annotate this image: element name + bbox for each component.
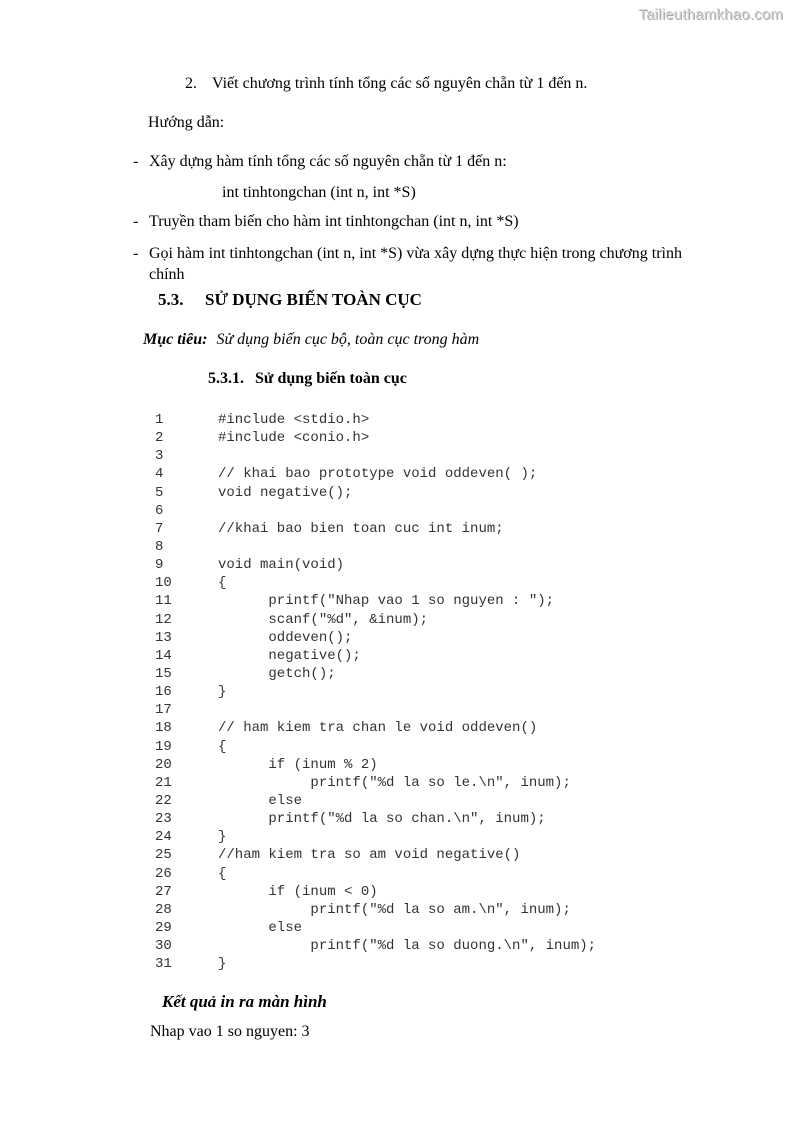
code-line-number: 9 [155, 557, 164, 574]
bullet-dash-icon: - [133, 245, 139, 262]
code-line-number: 10 [155, 575, 172, 592]
guide-label: Hướng dẫn: [148, 114, 225, 131]
code-line-number: 26 [155, 865, 172, 882]
code-line-text: void negative(); [218, 484, 353, 501]
code-line [155, 756, 596, 774]
code-line-text: printf("%d la so chan.\n", inum); [218, 811, 546, 828]
code-line [155, 719, 596, 737]
code-line-text: oddeven(); [218, 629, 353, 646]
code-line-text: scanf("%d", &inum); [218, 611, 429, 628]
bullet-dash-icon: - [133, 213, 139, 230]
code-line [155, 683, 596, 701]
code-line [155, 611, 596, 629]
code-line-text: printf("Nhap vao 1 so nguyen : "); [218, 593, 555, 610]
subsection-heading [208, 370, 407, 388]
code-line-number: 7 [155, 520, 164, 537]
code-line [155, 538, 596, 556]
code-line-text: negative(); [218, 647, 361, 664]
subsection-title: Sử dụng biến toàn cục [255, 370, 407, 387]
code-line-number: 21 [155, 774, 172, 791]
code-line-text: // khai bao prototype void oddeven( ); [218, 466, 538, 483]
section-number: 5.3. [158, 290, 184, 309]
program-output: Nhap vao 1 so nguyen: 3 [150, 1023, 310, 1040]
bullet-dash-icon: - [133, 153, 139, 170]
code-line-text: #include <conio.h> [218, 430, 370, 447]
code-line-text: { [218, 865, 227, 882]
code-line-number: 27 [155, 883, 172, 900]
code-line [155, 629, 596, 647]
code-line-text: void main(void) [218, 557, 345, 574]
objective-line [143, 331, 479, 349]
bullet-item-pass-parameter [133, 211, 519, 232]
bullet-item-build-function [133, 151, 507, 172]
code-line [155, 865, 596, 883]
code-line-text: { [218, 738, 227, 755]
code-line-number: 1 [155, 412, 164, 428]
code-line [155, 647, 596, 665]
code-line-number: 29 [155, 919, 172, 936]
code-line-number: 17 [155, 702, 172, 719]
code-line-number: 31 [155, 956, 172, 973]
code-line-text: { [218, 575, 227, 592]
code-line-text: else [218, 792, 303, 809]
code-line-text: if (inum < 0) [218, 883, 378, 900]
result-label: Kết quả in ra màn hình [162, 992, 327, 1011]
code-line-number: 20 [155, 756, 172, 773]
code-line [155, 429, 596, 447]
code-line [155, 846, 596, 864]
bullet-item-call-function [133, 243, 682, 285]
code-line-text: // ham kiem tra chan le void oddeven() [218, 720, 538, 737]
code-line-number: 13 [155, 629, 172, 646]
code-line-number: 4 [155, 466, 164, 483]
code-line [155, 792, 596, 810]
code-line-text: printf("%d la so am.\n", inum); [218, 901, 571, 918]
code-line-text: else [218, 919, 303, 936]
objective-text: Sử dụng biến cục bộ, toàn cục trong hàm [216, 331, 480, 348]
code-line-number: 18 [155, 720, 172, 737]
code-line-number: 22 [155, 792, 172, 809]
code-line [155, 484, 596, 502]
bullet-text: Xây dựng hàm tính tổng các số nguyên chẵn từ 1 đến n: [149, 153, 507, 170]
code-line-number: 3 [155, 448, 164, 465]
code-line-text: } [218, 684, 227, 701]
bullet-text: Truyền tham biến cho hàm int tinhtongchan (int n, int *S) [149, 213, 519, 230]
code-line-text: if (inum % 2) [218, 756, 378, 773]
subsection-number: 5.3.1. [208, 370, 244, 387]
exercise-text: Viết chương trình tính tổng các số nguyên chẵn từ 1 đến n. [212, 75, 588, 92]
code-line [155, 937, 596, 955]
code-line-text: //khai bao bien toan cuc int inum; [218, 520, 504, 537]
code-line [155, 411, 596, 429]
section-heading [158, 290, 422, 310]
code-line [155, 574, 596, 592]
code-line-number: 5 [155, 484, 164, 501]
code-line-number: 28 [155, 901, 172, 918]
watermark: Tailieuthamkhao.com [638, 6, 783, 23]
code-line-number: 8 [155, 538, 164, 555]
section-title: SỬ DỤNG BIẾN TOÀN CỤC [205, 290, 422, 309]
code-line-number: 19 [155, 738, 172, 755]
code-line-text: } [218, 829, 227, 846]
code-line [155, 774, 596, 792]
code-line [155, 465, 596, 483]
exercise-item [185, 73, 587, 94]
code-line-number: 23 [155, 811, 172, 828]
code-line-number: 24 [155, 829, 172, 846]
code-line [155, 592, 596, 610]
code-line-number: 2 [155, 430, 164, 447]
code-line-text: //ham kiem tra so am void negative() [218, 847, 521, 864]
code-line [155, 810, 596, 828]
exercise-number: 2. [185, 75, 197, 92]
code-listing [155, 411, 596, 973]
code-line-text: #include <stdio.h> [218, 412, 370, 428]
objective-label: Mục tiêu: [143, 331, 208, 348]
code-line [155, 919, 596, 937]
code-line-number: 14 [155, 647, 172, 664]
bullet-text: Gọi hàm int tinhtongchan (int n, int *S) vừa xây dựng thực hiện trong chương trình chính [149, 245, 682, 283]
code-line [155, 502, 596, 520]
code-line-number: 25 [155, 847, 172, 864]
code-line-text: printf("%d la so le.\n", inum); [218, 774, 571, 791]
code-line [155, 665, 596, 683]
code-line [155, 738, 596, 756]
code-line-number: 30 [155, 938, 172, 955]
code-line-number: 12 [155, 611, 172, 628]
code-line-number: 11 [155, 593, 172, 610]
code-line [155, 901, 596, 919]
code-line-text: getch(); [218, 665, 336, 682]
code-line-number: 6 [155, 502, 164, 519]
code-line-number: 15 [155, 665, 172, 682]
code-line [155, 701, 596, 719]
code-line-number: 16 [155, 684, 172, 701]
code-line [155, 556, 596, 574]
code-line-text: } [218, 956, 227, 973]
code-line [155, 828, 596, 846]
code-line-text: printf("%d la so duong.\n", inum); [218, 938, 597, 955]
function-signature: int tinhtongchan (int n, int *S) [222, 184, 416, 201]
code-line [155, 955, 596, 973]
code-line [155, 520, 596, 538]
code-line [155, 447, 596, 465]
code-line [155, 883, 596, 901]
